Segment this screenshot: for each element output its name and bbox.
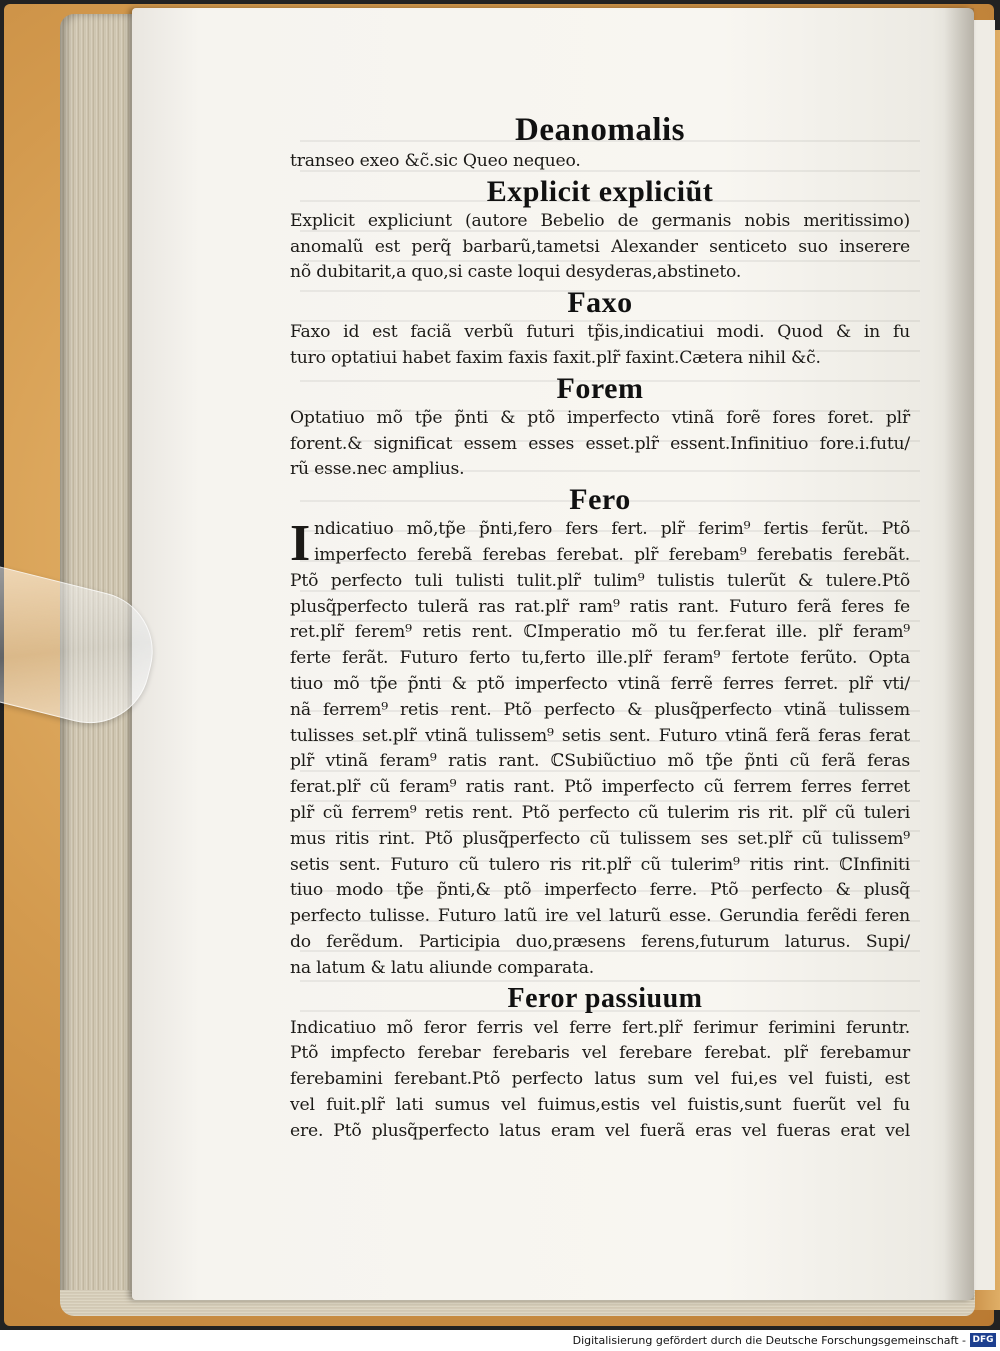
text-line: anomalũ est perq̃ barbarũ,tametsi Alexander senticeto suo inserere	[290, 236, 910, 257]
text-line: nã ferrem⁹ retis rent. Ptõ perfecto & plusq̃perfecto vtinã tulissem	[290, 699, 910, 720]
footer-bar	[0, 1330, 1000, 1351]
text-line: ferat.plr̃ cũ feram⁹ ratis rant. Ptõ imperfecto cũ ferrem ferres ferret	[290, 777, 910, 798]
text-line: Indicatiuo mõ feror ferris vel ferre fert.plr̃ ferimur ferimini feruntr.	[290, 1017, 910, 1038]
text-line: ferte ferãt. Futuro ferto tu,ferto ille.plr̃ feram⁹ fertote ferũto. Opta	[290, 648, 910, 669]
text-line: vel fuit.plr̃ lati sumus vel fuimus,estis vel fuistis,sunt fuerũt vel fu	[290, 1094, 910, 1115]
text-line: Explicit expliciunt (autore Bebelio de germanis nobis meritissimo)	[290, 210, 910, 231]
paragraph-fero	[290, 517, 910, 981]
paragraph-forem	[290, 406, 910, 483]
text-line: mus ritis rint. Ptõ plusq̃perfecto cũ tulissem ses set.plr̃ cũ tulissem⁹	[290, 828, 910, 849]
facing-page-edge	[972, 20, 995, 1290]
paragraph-explicit	[290, 209, 910, 286]
paragraph-feror	[290, 1016, 910, 1145]
text-line: plr̃ vtinã feram⁹ ratis rant. ℂSubiũctiuo mõ tp̃e p̃nti cũ ferã feras	[290, 751, 910, 772]
text-line: ndicatiuo mõ,tp̃e p̃nti,fero fers fert. plr̃ ferim⁹ fertis ferũt. Ptõ	[314, 519, 910, 540]
text-line: do ferẽdum. Participia duo,præsens ferens,futurum laturus. Supi/	[290, 931, 910, 952]
section-heading-explicit: Explicit expliciũt	[486, 174, 714, 208]
dfg-logo: DFG	[970, 1333, 996, 1347]
text-line: Ptõ impfecto ferebar ferebaris vel ferebare ferebat. plr̃ ferebamur	[290, 1043, 910, 1064]
text-line: ret.plr̃ ferem⁹ retis rent. ℂImperatio mõ tu fer.ferat ille. plr̃ feram⁹	[290, 622, 910, 643]
paragraph-faxo	[290, 320, 910, 372]
text-line: perfecto tulisse. Futuro latũ ire vel laturũ esse. Gerundia ferẽdi feren	[290, 906, 910, 927]
text-line: rũ esse.nec amplius.	[290, 459, 465, 480]
page-text	[290, 105, 910, 1145]
text-line: transeo exeo &c̃.sic Queo nequeo.	[290, 151, 581, 171]
text-line: imperfecto ferebã ferebas ferebat. plr̃ ferebam⁹ ferebatis ferebãt.	[314, 544, 910, 565]
text-line: tiuo mõ tp̃e p̃nti & ptõ imperfecto vtinã ferrẽ ferres ferret. plr̃ vti/	[290, 673, 910, 694]
text-line: ferebamini ferebant.Ptõ perfecto latus sum vel fui,es vel fuisti, est	[290, 1069, 910, 1090]
section-heading-forem: Forem	[556, 371, 644, 405]
funding-notice: Digitalisierung gefördert durch die Deutsche Forschungsgemeinschaft -	[572, 1334, 966, 1347]
text-line: setis sent. Futuro cũ tulero ris rit.plr̃ cũ tulerim⁹ ritis rint. ℂInfiniti	[290, 854, 910, 875]
running-heading: Deanomalis	[515, 112, 685, 148]
text-line: forent.& significat essem esses esset.plr̃ essent.Infinitiuo fore.i.futu/	[290, 433, 910, 454]
page-gutter-shadow	[944, 8, 974, 1300]
text-line: plr̃ cũ ferrem⁹ retis rent. Ptõ perfecto cũ tulerim ris rit. plr̃ cũ tuleri	[290, 802, 910, 823]
text-line: plusq̃perfecto tulerã ras rat.plr̃ ram⁹ ratis rant. Futuro ferã feres fe	[290, 596, 910, 617]
text-line: Ptõ perfecto tuli tulisti tulit.plr̃ tulim⁹ tulistis tulerũt & tulere.Ptõ	[290, 570, 910, 591]
text-line: Faxo id est faciã verbũ futuri tp̃is,indicatiui modi. Quod & in fu	[290, 322, 910, 343]
text-line: nõ dubitarit,a quo,si caste loqui desyderas,abstineto.	[290, 262, 742, 283]
section-heading-fero: Fero	[569, 483, 631, 517]
text-line: na latum & latu aliunde comparata.	[290, 957, 595, 978]
text-line: ere. Ptõ plusq̃perfecto latus eram vel fuerã eras vel fueras erat vel	[290, 1120, 910, 1141]
text-line: Optatiuo mõ tp̃e p̃nti & ptõ imperfecto vtinã forẽ fores foret. plr̃	[290, 407, 910, 428]
section-heading-faxo: Faxo	[567, 286, 633, 320]
drop-capital: I	[290, 515, 311, 573]
text-line: turo optatiui habet faxim faxis faxit.plr̃ faxint.Cætera nihil &c̃.	[290, 347, 821, 368]
text-line: tiuo modo tp̃e p̃nti,& ptõ imperfecto ferre. Ptõ perfecto & plusq̃	[290, 880, 910, 901]
section-heading-feror: Feror passiuum	[507, 982, 703, 1014]
text-line: tulisses set.plr̃ vtinã tulissem⁹ setis sent. Futuro vtinã ferã feras ferat	[290, 725, 910, 746]
